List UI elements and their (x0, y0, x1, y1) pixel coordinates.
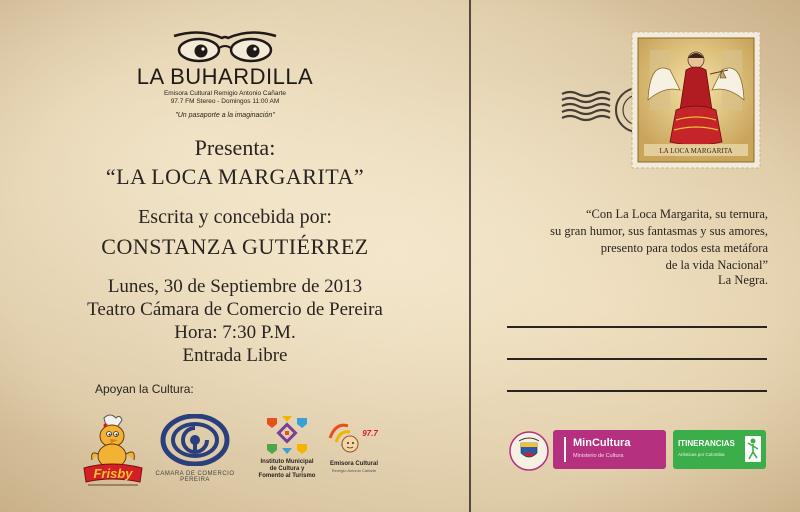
la-buhardilla-logo (135, 30, 315, 119)
emisora-frequency: 97.7 (362, 429, 378, 438)
itinerancias-subtitle: Artísticas por Colombia (678, 452, 725, 457)
address-line-1 (507, 326, 767, 328)
quote-line-3: presento para todos esta metáfora (600, 241, 768, 255)
event-date: Lunes, 30 de Septiembre de 2013 (107, 276, 363, 297)
dancer-icon (745, 436, 761, 462)
emisora-cultural-logo (320, 416, 388, 502)
emisora-caption-1: Emisora Cultural (329, 461, 378, 467)
eyes-glasses-icon (170, 30, 280, 66)
logo-subtitle-2: 97.7 FM Stereo - Domingos 11:00 AM (170, 98, 280, 105)
itinerancias-logo (673, 430, 766, 469)
address-line-2 (507, 358, 767, 360)
mincultura-subtitle: Ministerio de Cultura (573, 453, 624, 459)
mincultura-name: MinCultura (573, 437, 631, 449)
logo-slogan: "Un pasaporte a la imaginación" (175, 112, 275, 119)
frisby-logo (80, 412, 146, 492)
camara-comercio-emblem-icon (160, 414, 230, 466)
quote-block (488, 206, 768, 274)
itinerancias-name: ITINERANCIAS (678, 439, 735, 448)
postage-stamp (630, 30, 762, 170)
author-name: CONSTANZA GUTIÉRREZ (101, 234, 369, 259)
event-venue: Teatro Cámara de Comercio de Pereira (87, 299, 383, 320)
quote-line-2: su gran humor, sus fantasmas y sus amores, (550, 224, 768, 238)
instituto-caption-2: de Cultura y (269, 466, 305, 472)
mincultura-bar (564, 437, 566, 462)
instituto-emblem-icon (262, 414, 312, 454)
instituto-caption-1: Instituto Municipal (260, 459, 314, 465)
mincultura-logo (553, 430, 666, 469)
stamp-caption: LA LOCA MARGARITA (659, 147, 733, 155)
play-title: “LA LOCA MARGARITA” (105, 164, 365, 189)
emisora-emblem-icon (326, 416, 382, 456)
instituto-caption-3: Fomento al Turismo (258, 473, 316, 479)
support-label: Apoyan la Cultura: (95, 382, 194, 396)
quote-line-4: de la vida Nacional” (665, 258, 768, 272)
camara-caption-1: CAMARA DE COMERCIO (155, 471, 235, 477)
camara-caption-2: PEREIRA (180, 477, 210, 483)
presenta-label: Presenta: (194, 135, 276, 160)
event-hour: Hora: 7:30 P.M. (174, 322, 296, 343)
logo-subtitle-1: Emisora Cultural Remigio Antonio Cañarte (163, 90, 287, 97)
center-divider (469, 0, 471, 512)
frisby-chicken-icon (80, 412, 146, 492)
quote-line-1: “Con La Loca Margarita, su ternura, (586, 207, 768, 221)
emisora-caption-2: Remigio Antonio Cañarte (331, 468, 377, 473)
colombia-crest-icon (509, 431, 549, 471)
quote-signature: La Negra. (718, 273, 768, 287)
logo-name: LA BUHARDILLA (136, 64, 314, 89)
camara-comercio-logo (152, 414, 238, 492)
instituto-cultura-logo (246, 414, 328, 500)
address-line-3 (507, 390, 767, 392)
written-by-label: Escrita y concebida por: (138, 206, 332, 228)
angel-stamp-icon (630, 30, 762, 170)
event-entry: Entrada Libre (182, 345, 288, 366)
frisby-wordmark: Frisby (93, 466, 133, 481)
